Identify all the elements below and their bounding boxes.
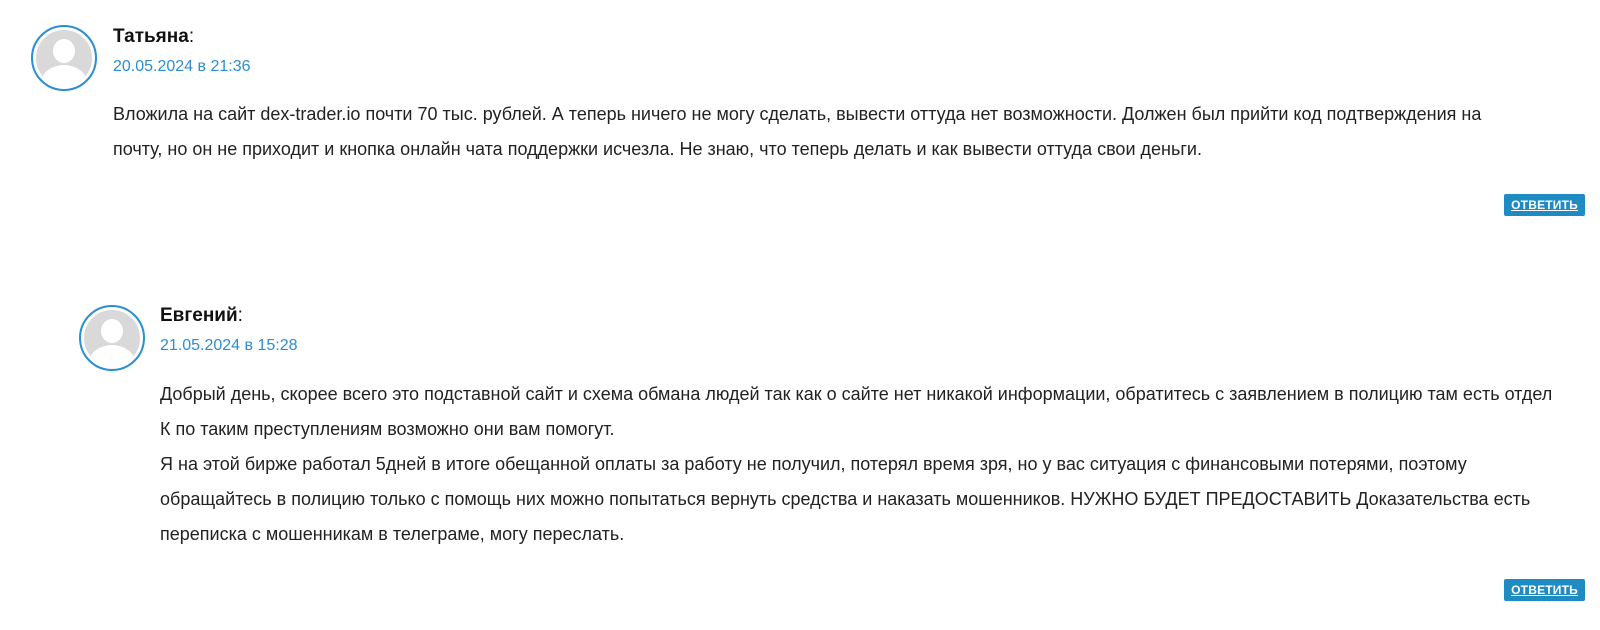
default-user-avatar-icon [36, 30, 92, 86]
comment-date-link[interactable]: 20.05.2024 в 21:36 [113, 58, 251, 75]
reply-button[interactable]: ОТВЕТИТЬ [1504, 194, 1585, 216]
comment-paragraph: Вложила на сайт dex-trader.io почти 70 тыс. рублей. А теперь ничего не могу сделать, вывести оттуда нет возможности. Должен был прийти код подтверждения на почту, но он не приходит и кнопка онлайн чата поддержки исчезла. Не знаю, что теперь делать и как вывести оттуда свои деньги. [113, 104, 1482, 159]
avatar [31, 25, 97, 91]
comment [0, 0, 1600, 225]
author-colon: : [188, 26, 195, 47]
comment-author [113, 25, 194, 49]
comment-paragraph: Я на этой бирже работал 5дней в итоге обещанной оплаты за работу не получил, потерял время зря, но у вас ситуация с финансовыми потерями, поэтому обращайтесь в полицию только с помощь них можно попытаться вернуть средства и наказать мошенников. НУЖНО БУДЕТ ПРЕДОСТАВИТЬ Доказательства есть переписка с мошенникам в телеграме, могу переслать. [160, 454, 1531, 544]
reply-button[interactable]: ОТВЕТИТЬ [1504, 579, 1585, 601]
comment-paragraph: Добрый день, скорее всего это подставной сайт и схема обмана людей так как о сайте нет никакой информации, обратитесь с заявлением в полицию там есть отдел К по таким преступлениям возможно они вам помогут. [160, 384, 1553, 439]
author-name: Евгений [160, 305, 238, 326]
author-name: Татьяна [113, 26, 189, 47]
comment-author [160, 304, 243, 328]
author-colon: : [237, 305, 243, 326]
default-user-avatar-icon [84, 310, 140, 366]
comment-date-link[interactable]: 21.05.2024 в 15:28 [160, 337, 298, 354]
comment-text [113, 97, 1533, 167]
comment [0, 286, 1600, 626]
avatar [79, 305, 145, 371]
comment-text [160, 377, 1560, 552]
